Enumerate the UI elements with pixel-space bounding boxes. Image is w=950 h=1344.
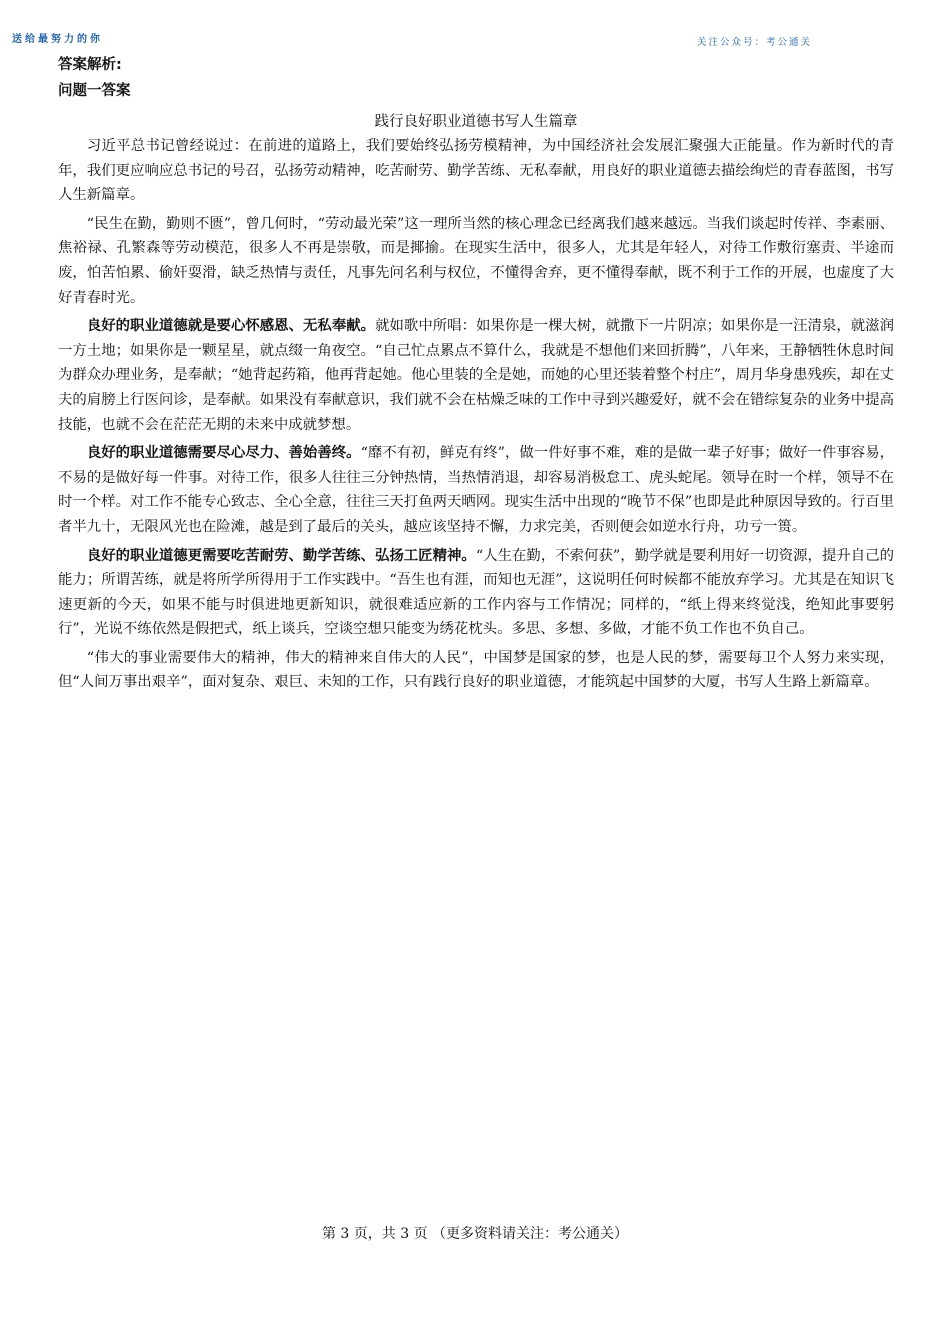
paragraph-lead: 良好的职业道德需要尽心尽力、善始善终。 bbox=[86, 445, 361, 462]
header-right-follow: 关注公众号：考公通关 bbox=[697, 37, 813, 48]
paragraph-text: 习近平总书记曾经说过：在前进的道路上，我们要始终弘扬劳模精神，为中国经济社会发展汇聚强大正能量。作为新时代的青年，我们更应响应总书记的号召，弘扬劳动精神，吃苦耐劳、勤学苦练、无私奉献，用良好的职业道德去描绘绚烂的青春蓝图，书写人生新篇章。 bbox=[58, 138, 894, 204]
essay-paragraph-3 bbox=[58, 314, 894, 437]
essay-paragraph-6 bbox=[58, 646, 894, 695]
question-one-answer-label: 问题一答案 bbox=[58, 83, 131, 99]
essay-paragraph-1 bbox=[58, 134, 894, 208]
paragraph-text: “靡不有初，鲜克有终”，做一件好事不难，难的是做一辈子好事；做好一件事容易，不易的是做好每一件事。对待工作，很多人往往三分钟热情，当热情消退，却容易消极怠工、虎头蛇尾。领导在时一个样，领导不在时一个样。对工作不能专心致志、全心全意，往往三天打鱼两天晒网。现实生活中出现的“晚节不保”也即是此种原因导致的。行百里者半九十，无限风光也在险滩，越是到了最后的关头，越应该坚持不懈，力求完美，否则便会如逆水行舟，功亏一篑。 bbox=[58, 445, 894, 535]
essay-paragraph-2 bbox=[58, 212, 894, 310]
essay-title: 践行良好职业道德书写人生篇章 bbox=[374, 114, 578, 130]
paragraph-text: 就如歌中所唱：如果你是一棵大树，就撒下一片阴凉；如果你是一汪清泉，就滋润一方土地；如果你是一颗星星，就点缀一角夜空。“自己忙点累点不算什么，我就是不想他们来回折腾”，八年来，王静牺牲休息时间为群众办理业务，是奉献；“她背起药箱，他再背起她。他心里装的全是她，而她的心里还装着整个村庄”，周月华身患残疾，却在丈夫的肩膀上行医问诊，是奉献。如果没有奉献意识，我们就不会在枯燥乏味的工作中寻到兴趣爱好，就不会在错综复杂的业务中提高技能，也就不会在茫茫无期的未来中成就梦想。 bbox=[58, 318, 894, 433]
paragraph-text: “人生在勤，不索何获”，勤学就是要利用好一切资源，提升自己的能力；所谓苦练，就是将所学所得用于工作实践中。“吾生也有涯，而知也无涯”，这说明任何时候都不能放弃学习。尤其是在知识飞速更新的今天，如果不能与时俱进地更新知识，就很难适应新的工作内容与工作情况；同样的，“纸上得来终觉浅，绝知此事要躬行”，光说不练依然是假把式，纸上谈兵，空谈空想只能变为绣花枕头。多思、多想、多做，才能不负工作也不负自己。 bbox=[58, 547, 894, 638]
paragraph-text: “伟大的事业需要伟大的精神，伟大的精神来自伟大的人民”，中国梦是国家的梦，也是人民的梦，需要每卫个人努力来实现，但“人间万事出艰辛”，面对复杂、艰巨、未知的工作，只有践行良好的职业道德，才能筑起中国梦的大厦，书写人生路上新篇章。 bbox=[58, 649, 894, 691]
page-content bbox=[58, 52, 894, 699]
paragraph-lead: 良好的职业道德就是要心怀感恩、无私奉献。 bbox=[86, 318, 376, 335]
page-footer: 第 3 页，共 3 页 （更多资料请关注：考公通关） bbox=[321, 1226, 629, 1242]
answer-analysis-label: 答案解析: bbox=[58, 57, 122, 73]
header-left-slogan: 送给最努力的你 bbox=[12, 34, 103, 45]
paragraph-lead: 良好的职业道德更需要吃苦耐劳、勤学苦练、弘扬工匠精神。 bbox=[86, 547, 476, 564]
essay-paragraph-5 bbox=[58, 544, 894, 642]
essay-paragraph-4 bbox=[58, 441, 894, 539]
paragraph-text: “民生在勤，勤则不匮”，曾几何时，“劳动最光荣”这一理所当然的核心理念已经离我们越来越远。当我们谈起时传祥、李素丽、焦裕禄、孔繁森等劳动模范，很多人不再是崇敬，而是揶揄。在现实生活中，很多人，尤其是年轻人，对待工作敷衍塞责、半途而废，怕苦怕累、偷奸耍滑，缺乏热情与责任，凡事先问名利与权位，不懂得舍弃，更不懂得奉献，既不利于工作的开展，也虚度了大好青春时光。 bbox=[58, 215, 894, 306]
